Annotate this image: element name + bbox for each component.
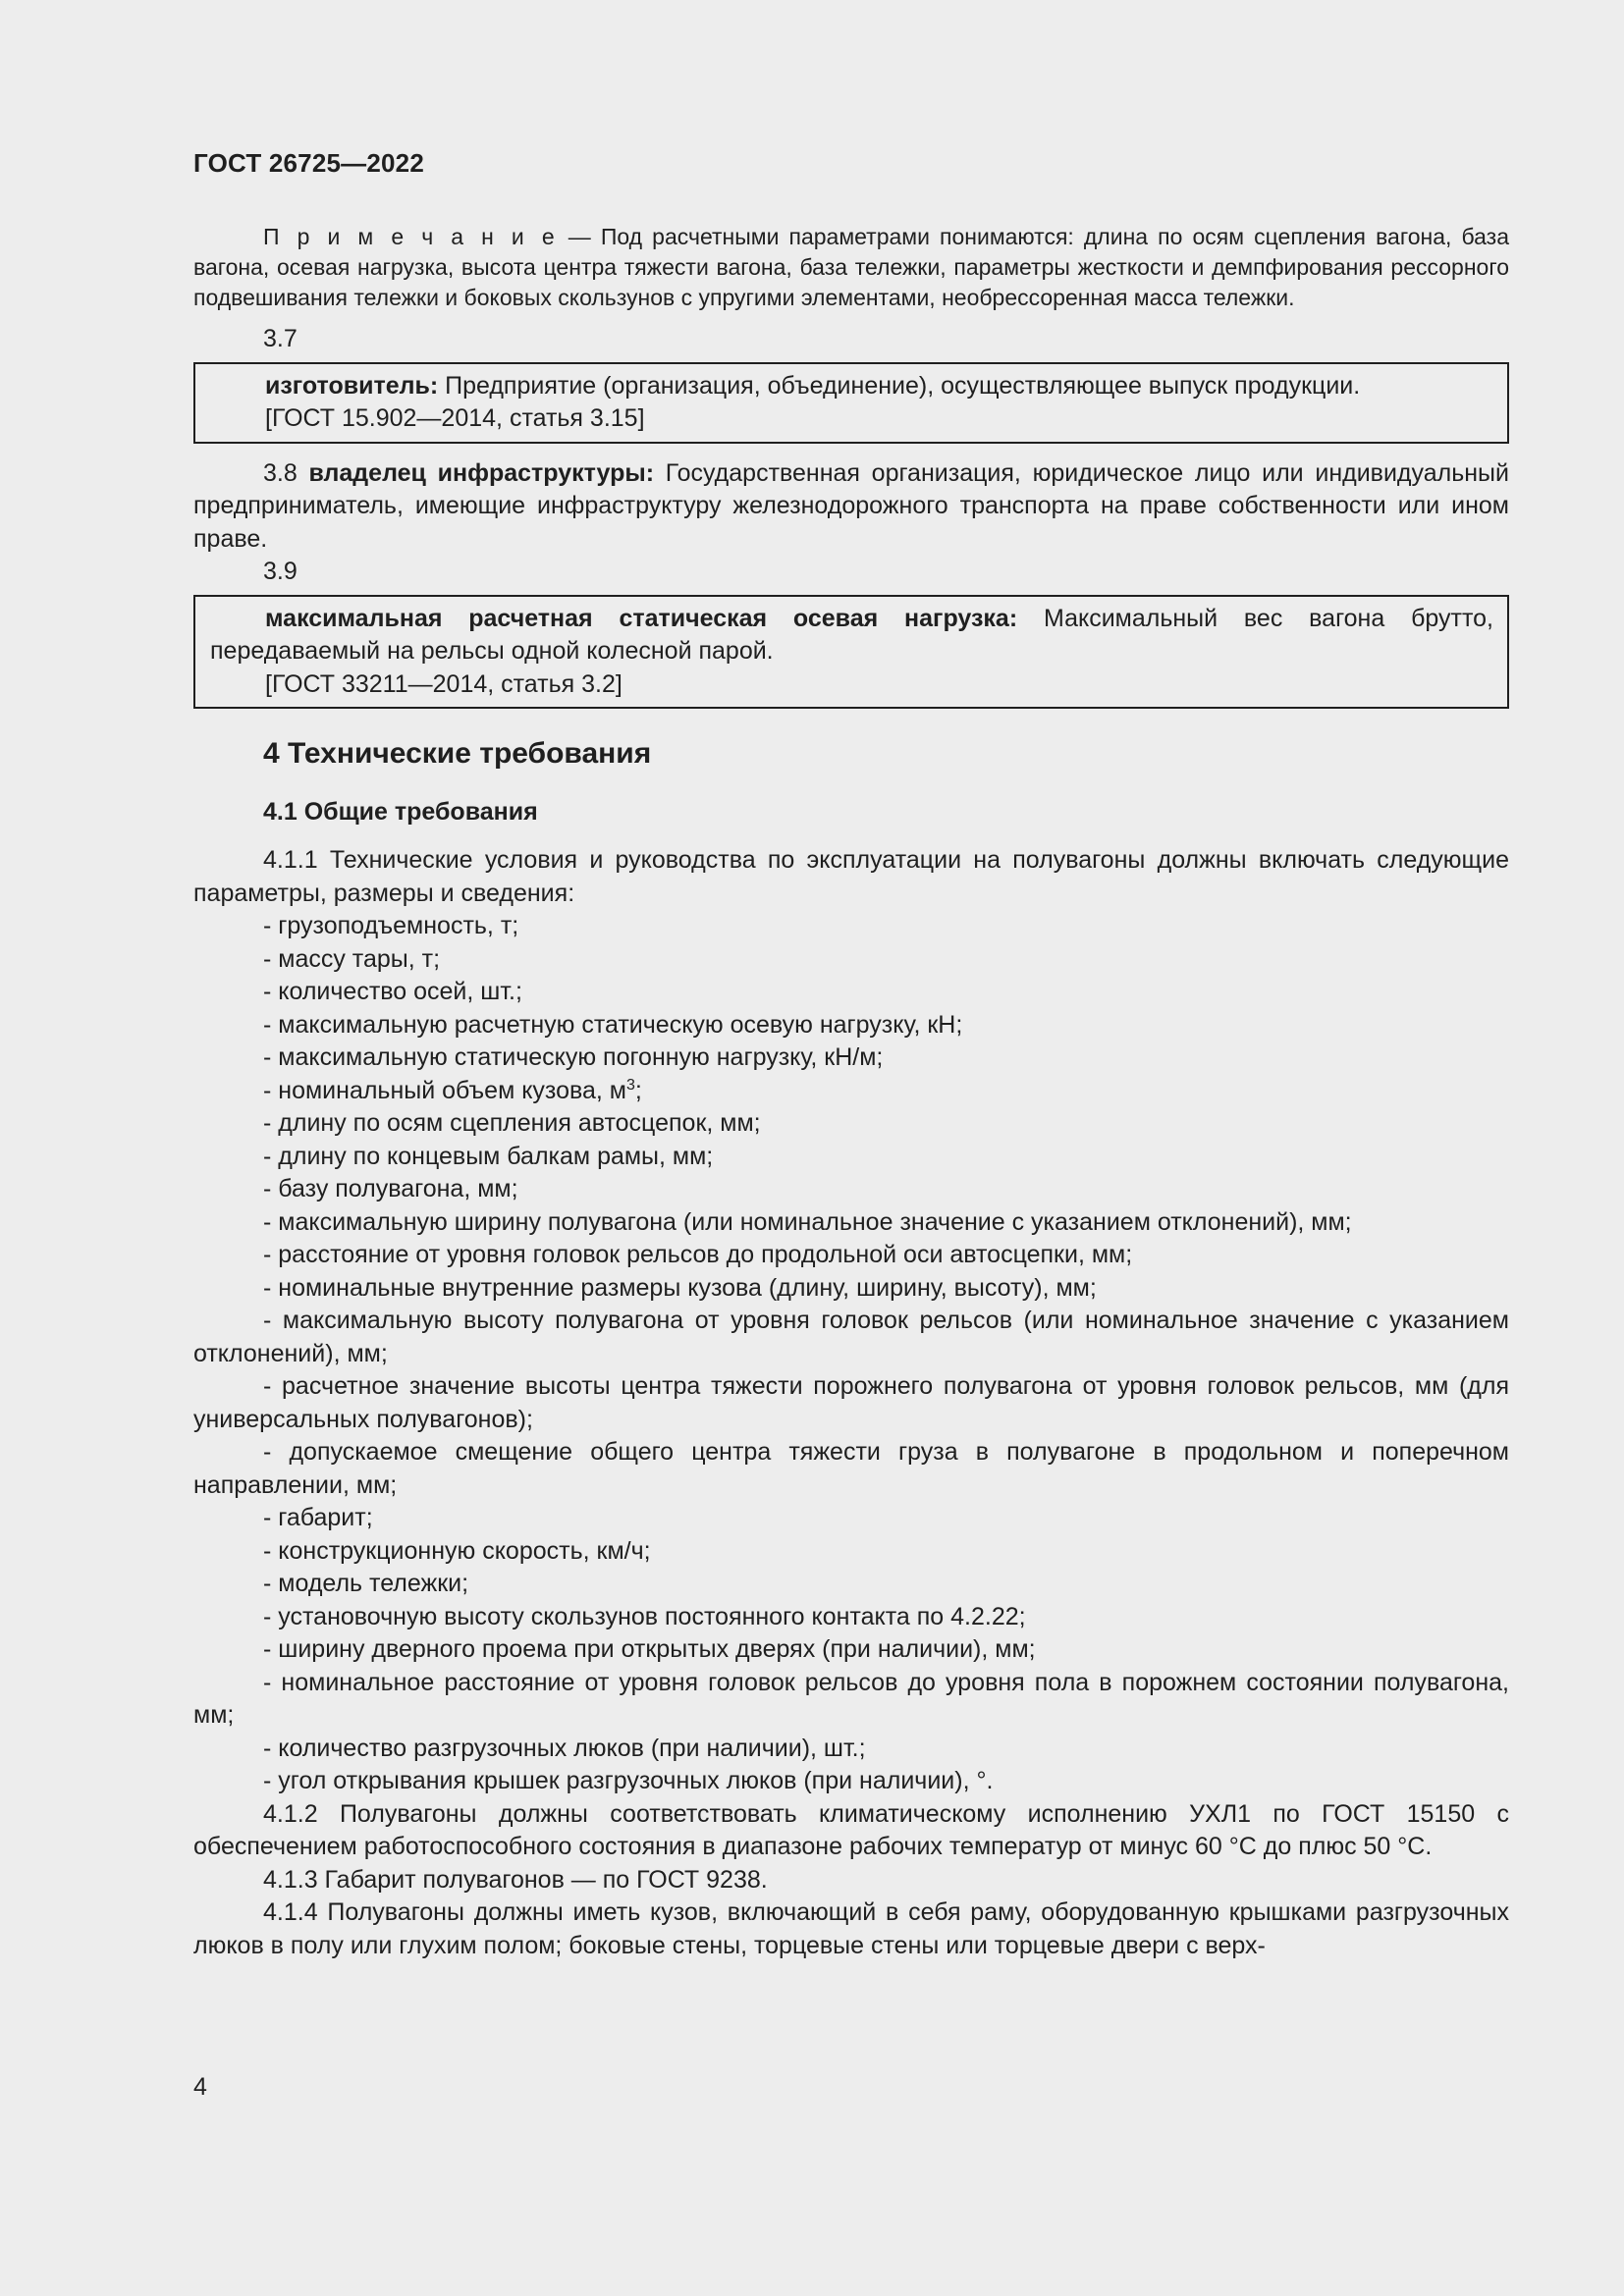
list-item: - максимальную расчетную статическую осевую нагрузку, кН;	[263, 1010, 963, 1039]
list-item: - расчетное значение высоты центра тяжести порожнего полувагона от уровня головок рельсов, мм (для универсальных полувагонов);	[193, 1372, 1509, 1433]
term-name: владелец инфраструктуры:	[308, 458, 655, 487]
term-paragraph-3-8	[193, 457, 1509, 557]
paragraph-4-1-2: 4.1.2 Полувагоны должны соответствовать климатическому исполнению УХЛ1 по ГОСТ 15150 с обеспечением работоспособного состояния в диапазоне рабочих температур от минус 60 °С до плюс 50 °С.	[193, 1799, 1509, 1860]
note-label: П р и м е ч а н и е	[263, 224, 559, 249]
note-paragraph	[193, 222, 1509, 313]
term-text: Государственная организация, юридическое лицо или индивидуальный предприниматель, имеющие инфраструктуру железнодорожного транспорта на праве собственности или ином праве.	[193, 458, 1509, 553]
list-item: - максимальную ширину полувагона (или номинальное значение с указанием отклонений), мм;	[263, 1207, 1352, 1236]
list-item: - установочную высоту скользунов постоянного контакта по 4.2.22;	[263, 1602, 1026, 1630]
paragraph-4-1-1: 4.1.1 Технические условия и руководства по эксплуатации на полувагоны должны включать следующие параметры, размеры и сведения:	[193, 846, 1509, 907]
requirements-list	[193, 910, 1509, 1798]
list-item: - длину по концевым балкам рамы, мм;	[263, 1142, 714, 1170]
list-item: - конструкционную скорость, км/ч;	[263, 1536, 651, 1565]
term-number-3-7: 3.7	[263, 325, 298, 352]
list-item: - грузоподъемность, т;	[263, 912, 519, 939]
page-number: 4	[193, 2073, 207, 2101]
term-number: 3.8	[263, 458, 309, 487]
term-number-3-9: 3.9	[263, 558, 298, 585]
term-text: Предприятие (организация, объединение), осуществляющее выпуск продукции.	[438, 371, 1361, 400]
term-name: изготовитель:	[265, 371, 439, 400]
paragraph-4-1-4: 4.1.4 Полувагоны должны иметь кузов, включающий в себя раму, оборудованную крышками разгрузочных люков в полу или глухим полом; боковые стены, торцевые стены или торцевые двери с верх-	[193, 1898, 1509, 1959]
term-box-3-9	[193, 595, 1509, 710]
term-box-3-7	[193, 362, 1509, 444]
list-item: - длину по осям сцепления автосцепок, мм;	[263, 1109, 761, 1137]
standard-code: ГОСТ 26725—2022	[193, 148, 424, 178]
list-item	[193, 1075, 1509, 1108]
term-reference: [ГОСТ 15.902—2014, статья 3.15]	[265, 404, 645, 432]
list-item: - максимальную высоту полувагона от уровня головок рельсов (или номинальное значение с указанием отклонений), мм;	[193, 1307, 1509, 1367]
note-text: — Под расчетными параметрами понимаются: длина по осям сцепления вагона, база вагона, осевая нагрузка, высота центра тяжести вагона, база тележки, параметры жесткости и демпфирования рессорного подвешивания тележки и боковых скользунов с упругими элементами, необрессоренная масса тележки.	[193, 224, 1509, 310]
list-item: - количество осей, шт.;	[263, 978, 522, 1005]
superscript: 3	[625, 1076, 635, 1094]
term-reference: [ГОСТ 33211—2014, статья 3.2]	[265, 669, 623, 698]
list-item: - ширину дверного проема при открытых дверях (при наличии), мм;	[263, 1635, 1036, 1663]
term-definition	[210, 603, 1493, 668]
list-item-tail: ;	[634, 1076, 642, 1104]
list-item: - модель тележки;	[263, 1570, 469, 1597]
list-item: - номинальные внутренние размеры кузова (длину, ширину, высоту), мм;	[263, 1273, 1097, 1302]
list-item: - угол открывания крышек разгрузочных люков (при наличии), °.	[263, 1767, 994, 1794]
subsection-heading: 4.1 Общие требования	[263, 798, 538, 826]
list-item: - допускаемое смещение общего центра тяжести груза в полувагоне в продольном и поперечном направлении, мм;	[193, 1438, 1509, 1499]
list-item: - номинальное расстояние от уровня головок рельсов до уровня пола в порожнем состоянии полувагона, мм;	[193, 1668, 1509, 1729]
term-definition	[210, 370, 1493, 403]
list-item: - базу полувагона, мм;	[263, 1175, 518, 1202]
list-item: - массу тары, т;	[263, 944, 441, 973]
term-text: Максимальный вес вагона брутто, передаваемый на рельсы одной колесной парой.	[210, 604, 1493, 665]
term-name: максимальная расчетная статическая осевая нагрузка:	[265, 604, 1018, 632]
list-item: - габарит;	[263, 1504, 373, 1531]
paragraph-4-1-3: 4.1.3 Габарит полувагонов — по ГОСТ 9238.	[263, 1865, 768, 1894]
list-item-text: - номинальный объем кузова, м	[263, 1076, 626, 1104]
document-body	[193, 222, 1509, 1962]
section-heading: 4 Технические требования	[263, 737, 652, 770]
list-item: - количество разгрузочных люков (при наличии), шт.;	[263, 1734, 866, 1762]
list-item: - максимальную статическую погонную нагрузку, кН/м;	[263, 1043, 884, 1071]
list-item: - расстояние от уровня головок рельсов до продольной оси автосцепки, мм;	[263, 1241, 1133, 1268]
